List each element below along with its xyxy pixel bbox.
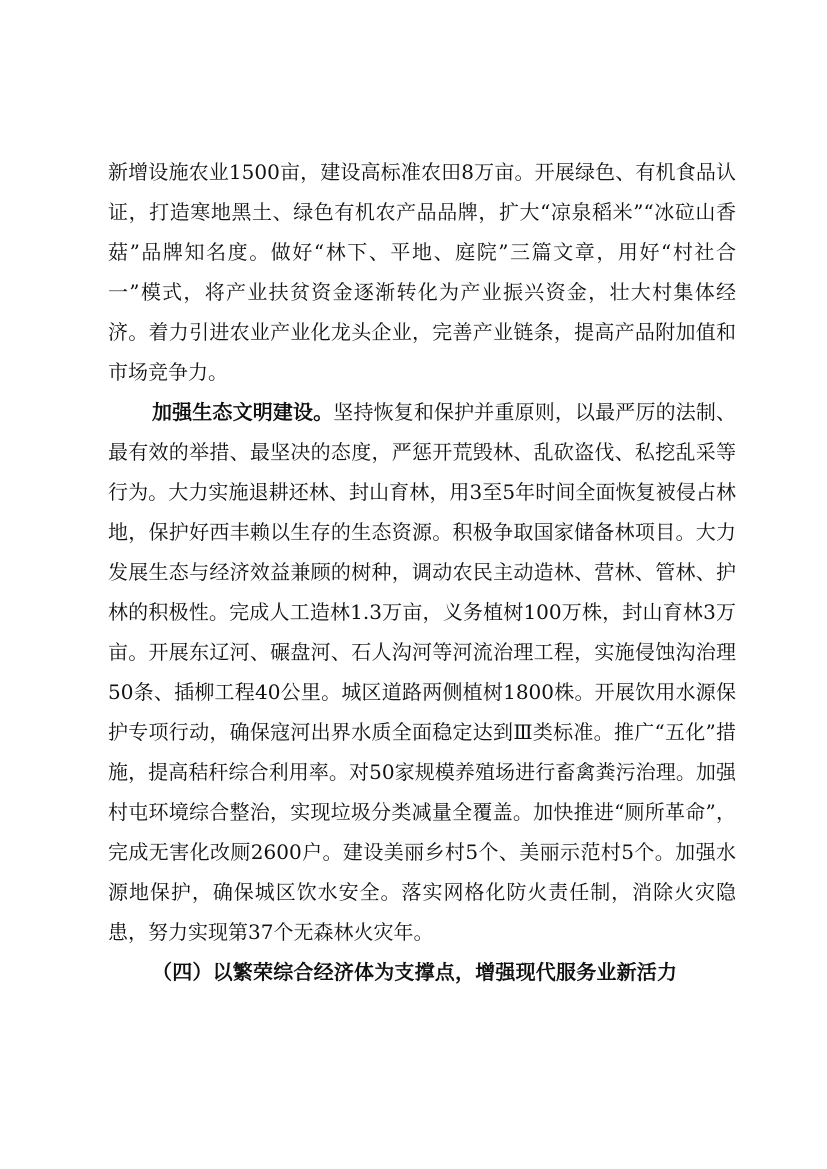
section-heading: （四）以繁荣综合经济体为支撑点，增强现代服务业新活力 [152,960,678,984]
paragraph-ecology-lead: 加强生态文明建设。 [152,400,334,424]
paragraph-agriculture [108,152,736,392]
paragraph-ecology-text: 坚持恢复和保护并重原则，以最严厉的法制、最有效的举措、最坚决的态度，严惩开荒毁林、乱砍盗伐、私挖乱采等行为。大力实施退耕还林、封山育林，用3至5年时间全面恢复被侵占林地，保护好西丰赖以生存的生态资源。积极争取国家储备林项目。大力发展生态与经济效益兼顾的树种，调动农民主动造林、营林、管林、护林的积极性。完成人工造林1.3万亩，义务植树100万株，封山育林3万亩。开展东辽河、碾盘河、石人沟河等河流治理工程，实施侵蚀沟治理50条、插柳工程40公里。城区道路两侧植树1800株。开展饮用水源保护专项行动，确保寇河出界水质全面稳定达到Ⅲ类标准。推广“五化”措施，提高秸秆综合利用率。对50家规模养殖场进行畜禽粪污治理。加强村屯环境综合整治，实现垃圾分类减量全覆盖。加快推进“厕所革命”，完成无害化改厕2600户。建设美丽乡村5个、美丽示范村5个。加强水源地保护，确保城区饮水安全。落实网格化防火责任制，消除火灾隐患，努力实现第37个无森林火灾年。 [108,400,737,944]
paragraph-ecology [108,392,736,952]
document-body [108,152,736,992]
paragraph-agriculture-text: 新增设施农业1500亩，建设高标准农田8万亩。开展绿色、有机食品认证，打造寒地黑土、绿色有机农产品品牌，扩大“凉泉稻米”“冰砬山香菇”品牌知名度。做好“林下、平地、庭院”三篇文章，用好“村社合一”模式，将产业扶贫资金逐渐转化为产业振兴资金，壮大村集体经济。着力引进农业产业化龙头企业，完善产业链条，提高产品附加值和市场竞争力。 [108,160,736,384]
